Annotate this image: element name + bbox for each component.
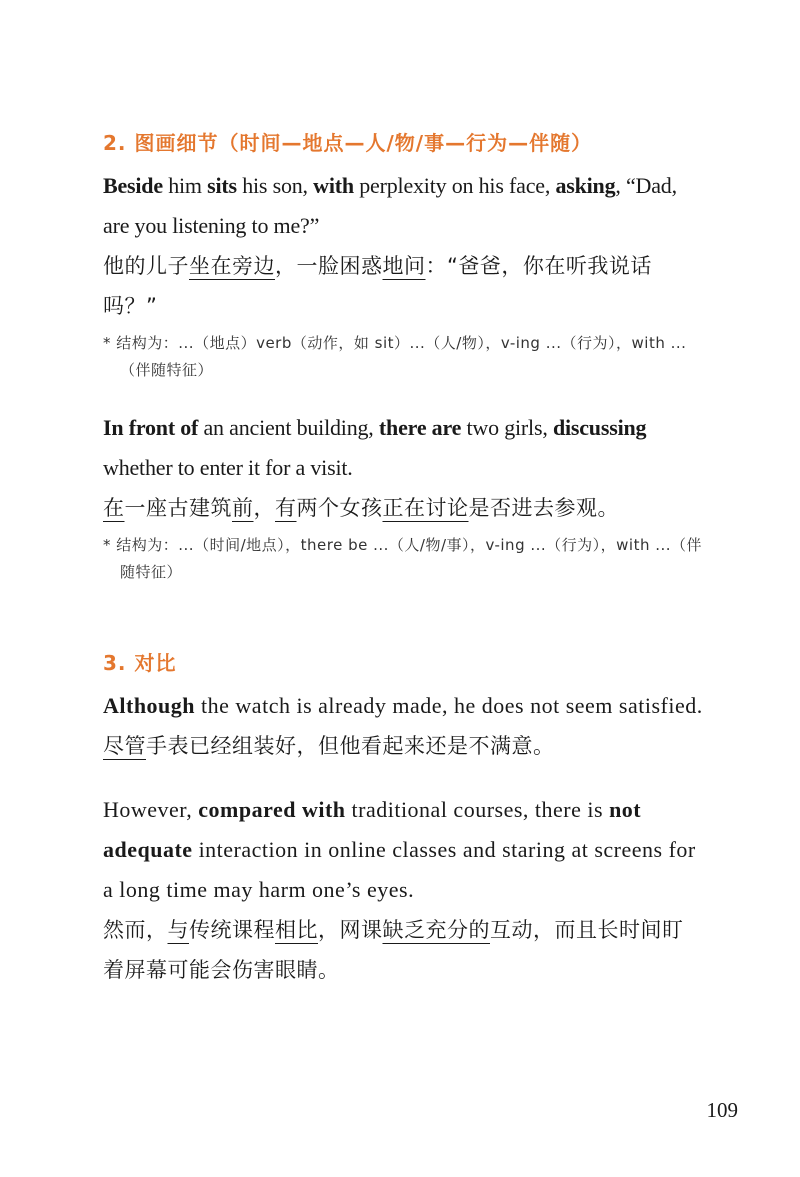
- keyword-bold: sits: [207, 173, 237, 198]
- keyword-bold: Although: [103, 693, 196, 718]
- underlined-phrase: 尽管: [103, 734, 146, 758]
- chinese-translation: [103, 488, 703, 528]
- chinese-translation: [103, 246, 703, 326]
- text-run: ，网课: [318, 918, 383, 942]
- example-block: [103, 166, 703, 384]
- english-sentence: [103, 686, 703, 726]
- underlined-phrase: 缺乏充分的: [382, 918, 490, 942]
- english-sentence: [103, 166, 703, 246]
- underlined-phrase: 相比: [275, 918, 318, 942]
- text-run: perplexity on his face,: [353, 173, 556, 198]
- section-3: [103, 648, 703, 990]
- text-run: 手表已经组装好，但他看起来还是不满意。: [146, 734, 555, 758]
- section-2: [103, 128, 703, 586]
- text-run: , “Dad, are you listening to me?”: [103, 173, 677, 238]
- underlined-phrase: 在: [103, 496, 125, 520]
- english-sentence: [103, 790, 703, 910]
- keyword-bold: there are: [378, 415, 462, 440]
- text-run: However,: [103, 797, 199, 822]
- keyword-bold: asking: [555, 173, 616, 198]
- underlined-phrase: 问: [404, 254, 426, 278]
- keyword-bold: with: [313, 173, 354, 198]
- page-number: 109: [706, 1098, 738, 1122]
- chinese-translation: [103, 910, 703, 990]
- underlined-phrase: 正在讨论: [382, 496, 469, 520]
- keyword-bold: In front of: [103, 415, 199, 440]
- underlined-phrase: 前: [232, 496, 254, 520]
- chinese-translation: [103, 726, 703, 766]
- english-sentence: [103, 408, 703, 488]
- structure-note: * 结构为：...（时间/地点），there be ...（人/物/事），v-ing ...（行为），with ...（伴随特征）: [103, 536, 703, 581]
- text-run: 他的儿子: [103, 254, 189, 278]
- text-run: the watch is already made, he does not seem satisfied.: [195, 693, 703, 718]
- text-run: his son,: [236, 173, 314, 198]
- keyword-bold: not adequate: [103, 797, 642, 862]
- underlined-phrase: 地: [382, 254, 404, 278]
- text-run: 一座古建筑: [124, 496, 232, 520]
- keyword-bold: discussing: [552, 415, 647, 440]
- text-run: whether to enter it for a visit.: [103, 455, 353, 480]
- text-run: 是否进去参观。: [468, 496, 619, 520]
- text-run: ，一脸困惑: [275, 254, 383, 278]
- example-block: [103, 408, 703, 586]
- text-run: him: [162, 173, 208, 198]
- underlined-phrase: 与: [167, 918, 189, 942]
- example-block: [103, 790, 703, 990]
- text-run: ，: [253, 496, 275, 520]
- example-block: [103, 686, 703, 766]
- text-run: an ancient building,: [198, 415, 379, 440]
- keyword-bold: compared with: [198, 797, 346, 822]
- keyword-bold: Beside: [103, 173, 163, 198]
- page-content: [103, 128, 703, 1014]
- underlined-phrase: 坐在旁边: [189, 254, 275, 278]
- text-run: two girls,: [461, 415, 553, 440]
- text-run: traditional courses, there is: [345, 797, 610, 822]
- text-run: 传统课程: [189, 918, 275, 942]
- text-run: 互动，而且长时间盯着屏幕可能会伤害眼睛。: [103, 918, 684, 982]
- underlined-phrase: 有: [275, 496, 297, 520]
- section-heading: 2. 图画细节（时间—地点—人/物/事—行为—伴随）: [103, 131, 593, 155]
- structure-note: * 结构为：...（地点）verb（动作，如 sit）...（人/物），v-ing ...（行为），with ...（伴随特征）: [103, 334, 687, 379]
- text-run: ：“爸爸，你在听我说话吗？”: [103, 254, 652, 318]
- text-run: interaction in online classes and staring at screens for a long time may harm one’s eyes.: [103, 837, 696, 902]
- section-heading: 3. 对比: [103, 651, 177, 675]
- text-run: 两个女孩: [296, 496, 383, 520]
- text-run: 然而，: [103, 918, 168, 942]
